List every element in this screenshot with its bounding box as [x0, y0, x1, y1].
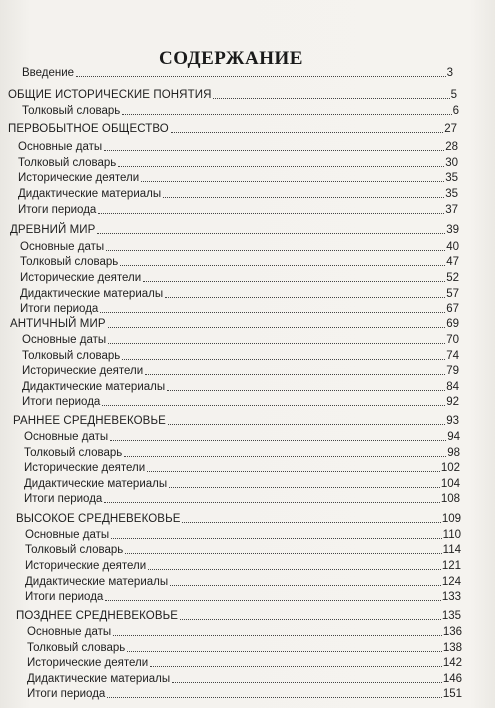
toc-entry-label: Итоги периода — [27, 688, 106, 700]
dot-leader — [148, 569, 441, 570]
dot-leader — [180, 619, 441, 620]
toc-section-entry — [8, 122, 457, 136]
toc-entry-label: Толковый словарь — [22, 105, 121, 117]
toc-entry-page-number: 136 — [442, 626, 462, 638]
toc-entry-page-number: 92 — [446, 396, 459, 408]
toc-entry-page-number: 108 — [440, 493, 460, 505]
toc-entry-label: Толковый словарь — [25, 544, 124, 556]
toc-entry-page-number: 69 — [446, 318, 459, 330]
toc-entry-page-number: 142 — [442, 657, 462, 669]
toc-entry — [20, 302, 459, 316]
dot-leader — [213, 98, 449, 99]
toc-entry-page-number: 39 — [446, 224, 459, 236]
dot-leader — [118, 166, 444, 167]
toc-entry — [20, 255, 459, 269]
toc-entry-label: ОБЩИЕ ИСТОРИЧЕСКИЕ ПОНЯТИЯ — [8, 89, 212, 101]
toc-entry — [20, 287, 459, 301]
toc-entry-label: Толковый словарь — [24, 447, 123, 459]
toc-entry — [25, 528, 461, 542]
toc-entry — [18, 171, 458, 185]
toc-section-entry — [13, 414, 459, 428]
dot-leader — [102, 405, 445, 406]
toc-entry-page-number: 98 — [447, 447, 460, 459]
toc-entry-page-number: 135 — [441, 610, 461, 622]
toc-section-entry — [8, 88, 457, 102]
toc-entry — [25, 575, 461, 589]
toc-entry-label: Дидактические материалы — [25, 576, 169, 588]
toc-entry-page-number: 79 — [446, 365, 459, 377]
toc-entry-page-number: 151 — [442, 688, 462, 700]
dot-leader — [168, 424, 445, 425]
dot-leader — [108, 327, 446, 328]
toc-entry-label: Исторические деятели — [25, 560, 147, 572]
toc-entry-label: Дидактические материалы — [24, 478, 168, 490]
toc-entry — [24, 492, 460, 506]
toc-entry — [18, 187, 458, 201]
toc-entry-page-number: 102 — [440, 462, 460, 474]
dot-leader — [76, 76, 446, 77]
toc-entry-label: АНТИЧНЫЙ МИР — [10, 318, 106, 330]
dot-leader — [170, 585, 441, 586]
dot-leader — [104, 150, 444, 151]
toc-entry-page-number: 110 — [442, 529, 461, 541]
toc-entry-page-number: 6 — [452, 105, 459, 117]
dot-leader — [113, 635, 442, 636]
toc-entry-label: Основные даты — [18, 141, 103, 153]
toc-entry-label: Введение — [22, 67, 75, 79]
toc-entry-label: Толковый словарь — [20, 256, 119, 268]
toc-entry-page-number: 37 — [445, 204, 458, 216]
dot-leader — [163, 197, 444, 198]
toc-entry-page-number: 138 — [442, 642, 462, 654]
toc-entry — [25, 590, 461, 604]
dot-leader — [167, 390, 445, 391]
toc-entry-label: Толковый словарь — [27, 642, 126, 654]
toc-entry — [18, 140, 458, 154]
toc-entry — [20, 271, 459, 285]
toc-entry-label: Итоги периода — [24, 493, 103, 505]
dot-leader — [105, 600, 441, 601]
dot-leader — [150, 666, 442, 667]
toc-entry-page-number: 27 — [444, 123, 457, 135]
dot-leader — [107, 697, 442, 698]
toc-entry — [24, 461, 460, 475]
toc-entry — [22, 104, 459, 118]
toc-entry-label: Итоги периода — [25, 591, 104, 603]
toc-entry — [24, 430, 460, 444]
toc-entry-page-number: 40 — [446, 241, 459, 253]
toc-entry-page-number: 146 — [442, 673, 462, 685]
toc-entry — [27, 625, 462, 639]
dot-leader — [145, 374, 445, 375]
toc-entry-page-number: 93 — [446, 415, 459, 427]
toc-entry-page-number: 94 — [447, 431, 460, 443]
toc-entry-label: ДРЕВНИЙ МИР — [10, 224, 96, 236]
dot-leader — [127, 651, 442, 652]
dot-leader — [110, 440, 446, 441]
toc-entry-page-number: 124 — [441, 576, 461, 588]
toc-section-entry — [16, 609, 461, 623]
toc-entry-page-number: 114 — [442, 544, 461, 556]
dot-leader — [169, 487, 440, 488]
dot-leader — [172, 682, 442, 683]
dot-leader — [111, 538, 442, 539]
toc-entry — [27, 656, 462, 670]
toc-entry — [22, 380, 459, 394]
dot-leader — [141, 181, 444, 182]
toc-entry — [25, 543, 461, 557]
dot-leader — [171, 132, 443, 133]
dot-leader — [100, 312, 445, 313]
toc-entry-label: Итоги периода — [18, 204, 97, 216]
toc-entry-page-number: 5 — [450, 89, 457, 101]
toc-entry-page-number: 70 — [446, 334, 459, 346]
toc-entry-page-number: 121 — [441, 560, 461, 572]
toc-entry-page-number: 104 — [440, 478, 460, 490]
toc-entry-label: Исторические деятели — [20, 272, 142, 284]
toc-entry-page-number: 28 — [445, 141, 458, 153]
toc-entry-label: Исторические деятели — [18, 172, 140, 184]
toc-entry-page-number: 35 — [445, 172, 458, 184]
toc-entry-label: Дидактические материалы — [18, 188, 162, 200]
toc-entry — [20, 240, 459, 254]
toc-entry — [22, 395, 459, 409]
toc-entry — [25, 559, 461, 573]
toc-entry — [24, 446, 460, 460]
toc-entry-label: Дидактические материалы — [27, 673, 171, 685]
toc-entry — [27, 641, 462, 655]
toc-entry-label: Толковый словарь — [18, 157, 117, 169]
toc-entry-label: Дидактические материалы — [22, 381, 166, 393]
dot-leader — [97, 233, 445, 234]
toc-entry-page-number: 67 — [446, 303, 459, 315]
toc-entry-page-number: 3 — [446, 67, 453, 79]
toc-entry-label: РАННЕЕ СРЕДНЕВЕКОВЬЕ — [13, 415, 166, 427]
toc-entry — [27, 672, 462, 686]
page-title: СОДЕРЖАНИЕ — [159, 48, 303, 69]
dot-leader — [108, 343, 445, 344]
dot-leader — [124, 456, 446, 457]
toc-entry-label: Основные даты — [24, 431, 109, 443]
toc-entry-page-number: 133 — [441, 591, 461, 603]
toc-entry-label: Основные даты — [22, 334, 107, 346]
toc-entry — [22, 66, 453, 80]
toc-entry-label: Основные даты — [25, 529, 110, 541]
toc-entry-page-number: 74 — [446, 350, 459, 362]
toc-entry — [18, 156, 458, 170]
dot-leader — [143, 281, 445, 282]
dot-leader — [147, 471, 440, 472]
dot-leader — [122, 114, 451, 115]
dot-leader — [98, 213, 444, 214]
toc-entry-page-number: 47 — [446, 256, 459, 268]
toc-entry-label: Дидактические материалы — [20, 288, 164, 300]
dot-leader — [125, 553, 441, 554]
toc-entry-page-number: 109 — [441, 513, 461, 525]
dot-leader — [122, 359, 445, 360]
toc-entry-label: Исторические деятели — [27, 657, 149, 669]
toc-entry — [18, 203, 458, 217]
toc-entry — [24, 477, 460, 491]
dot-leader — [120, 265, 445, 266]
toc-entry-label: Основные даты — [20, 241, 105, 253]
toc-entry-label: ПЕРВОБЫТНОЕ ОБЩЕСТВО — [8, 123, 169, 135]
toc-entry-label: Исторические деятели — [22, 365, 144, 377]
dot-leader — [165, 297, 445, 298]
toc-entry — [22, 349, 459, 363]
toc-entry-page-number: 30 — [445, 157, 458, 169]
toc-entry-page-number: 35 — [445, 188, 458, 200]
toc-entry-label: ПОЗДНЕЕ СРЕДНЕВЕКОВЬЕ — [16, 610, 179, 622]
toc-entry-page-number: 84 — [446, 381, 459, 393]
toc-entry-label: Основные даты — [27, 626, 112, 638]
toc-entry-page-number: 57 — [446, 288, 459, 300]
toc-entry-label: Исторические деятели — [24, 462, 146, 474]
dot-leader — [182, 522, 440, 523]
toc-entry-label: ВЫСОКОЕ СРЕДНЕВЕКОВЬЕ — [16, 513, 181, 525]
toc-entry-page-number: 52 — [446, 272, 459, 284]
toc-entry-label: Толковый словарь — [22, 350, 121, 362]
toc-entry — [22, 364, 459, 378]
dot-leader — [104, 502, 440, 503]
toc-section-entry — [10, 223, 459, 237]
toc-entry — [27, 687, 462, 701]
toc-entry-label: Итоги периода — [20, 303, 99, 315]
toc-entry — [22, 333, 459, 347]
toc-entry-label: Итоги периода — [22, 396, 101, 408]
dot-leader — [106, 250, 445, 251]
toc-section-entry — [10, 317, 459, 331]
toc-section-entry — [16, 512, 461, 526]
